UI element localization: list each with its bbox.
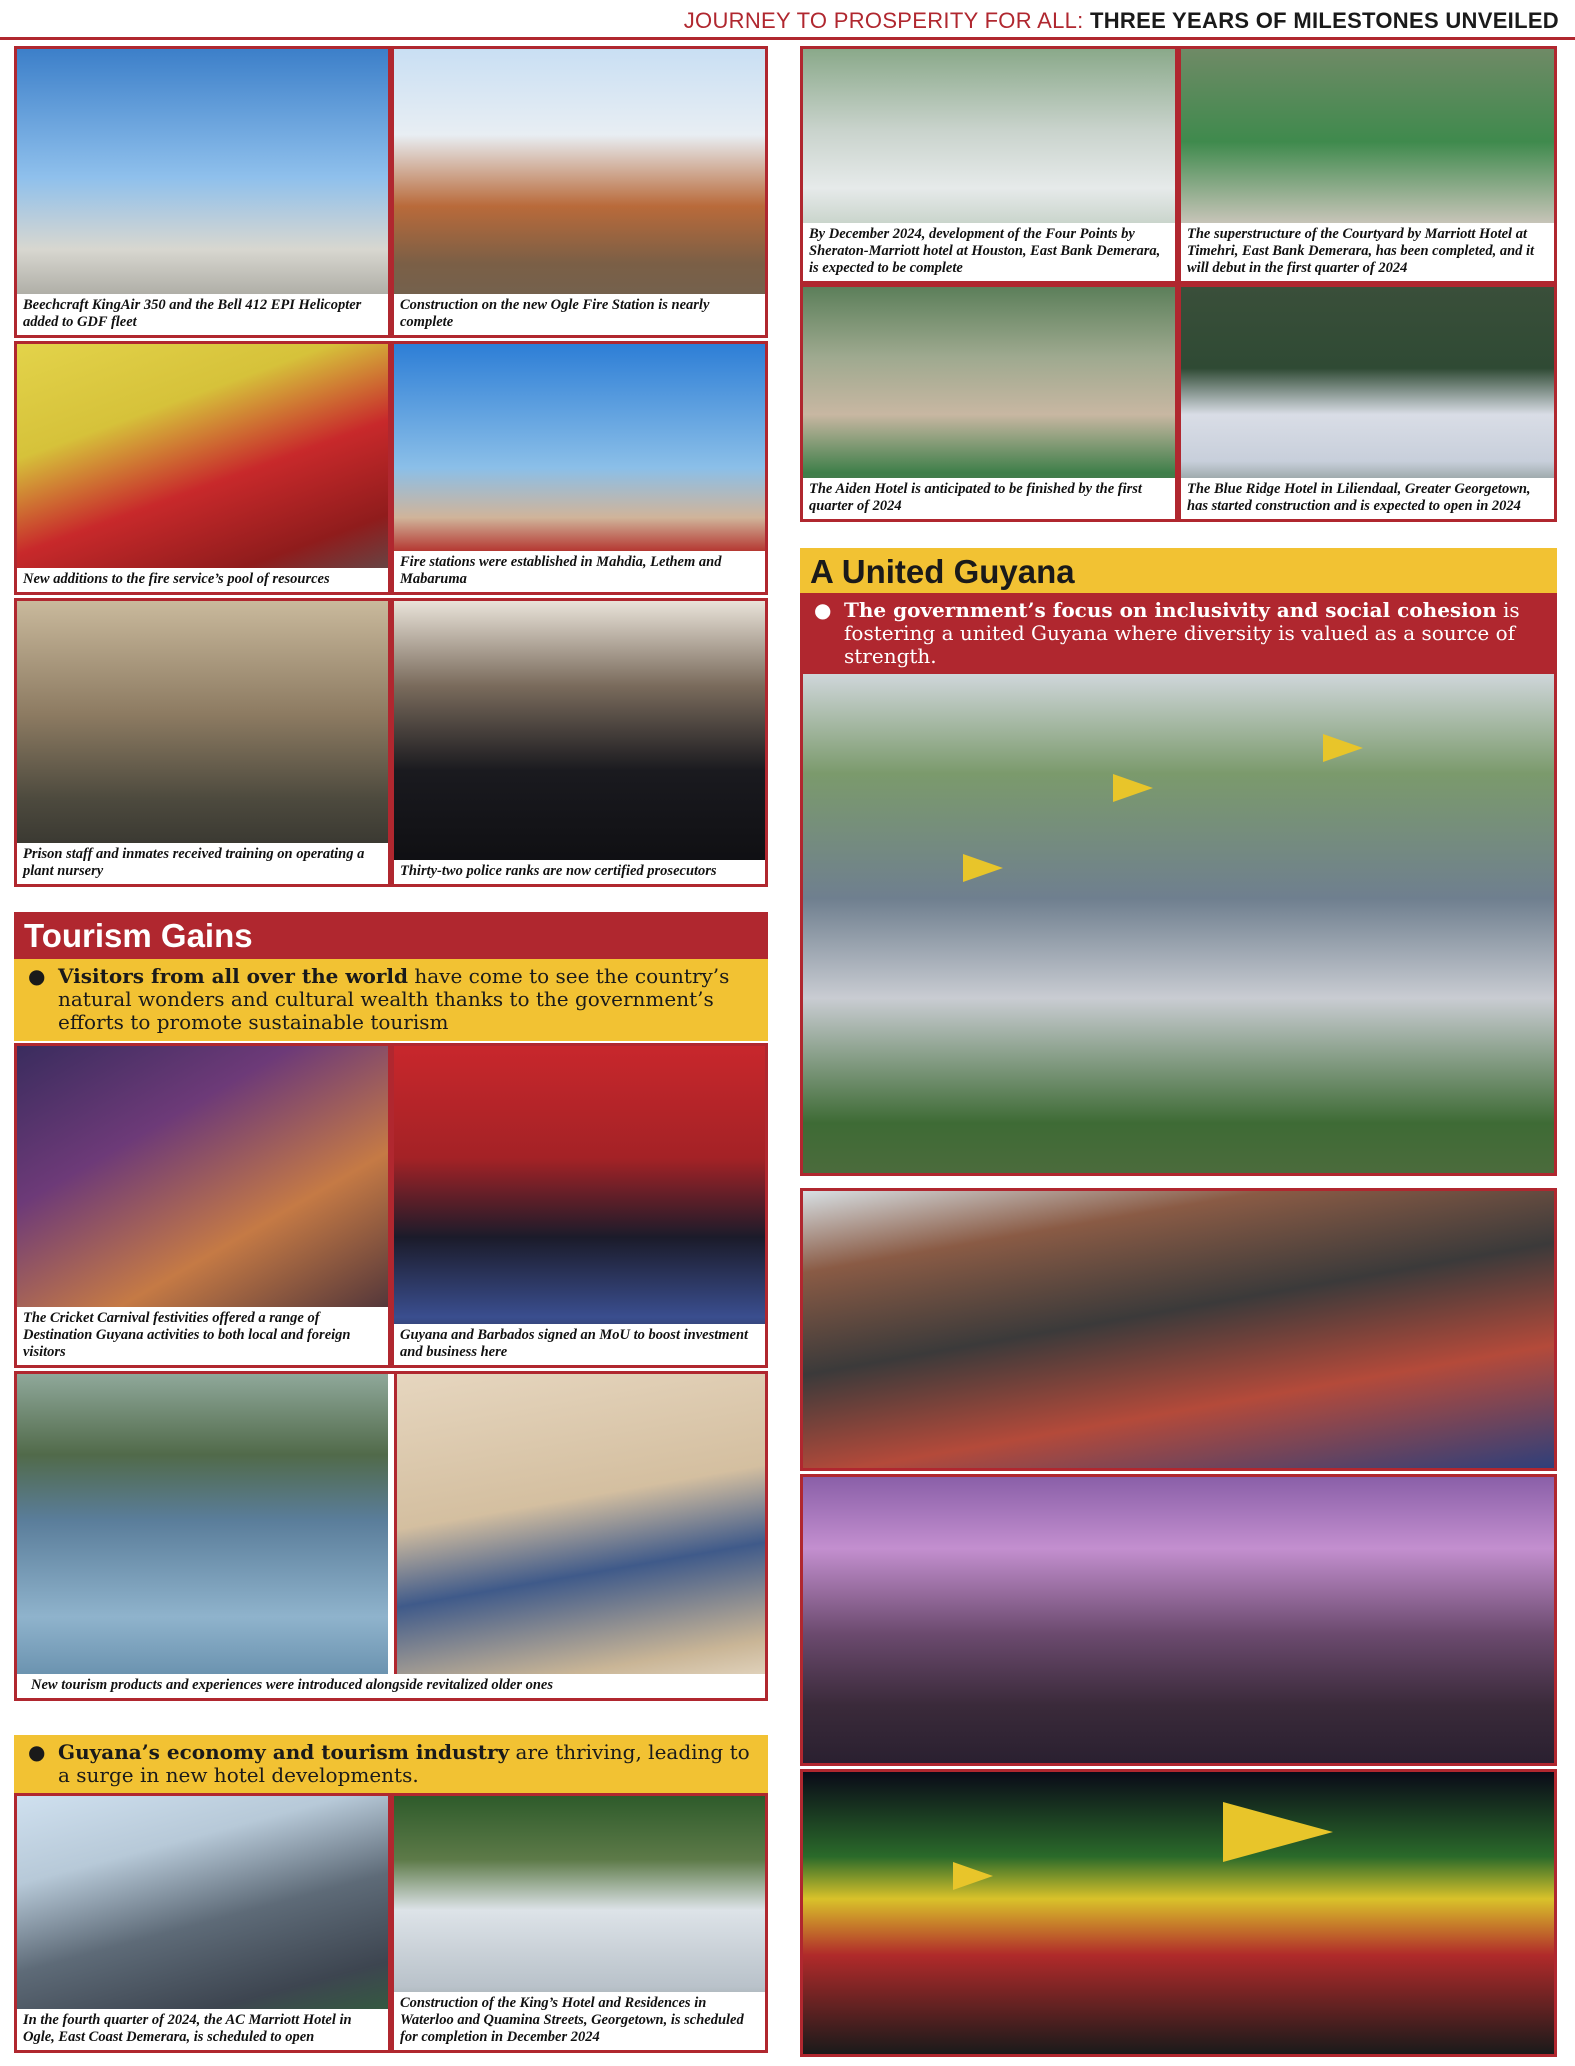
- header-prefix: JOURNEY TO PROSPERITY FOR ALL:: [683, 8, 1084, 33]
- guyana-flag-icon: [1323, 734, 1363, 762]
- blue-ridge-card: [1178, 284, 1557, 522]
- fire-truck-card: [14, 341, 391, 595]
- photo-caption: Beechcraft KingAir 350 and the Bell 412 EPI Helicopter added to GDF fleet: [17, 294, 388, 335]
- guyana-flag-icon: [953, 1862, 993, 1890]
- photo-caption: New tourism products and experiences were introduced alongside revitalized older ones: [17, 1674, 765, 1698]
- photo-caption: Thirty-two police ranks are now certified prosecutors: [394, 860, 765, 884]
- bullet-dot: ●: [28, 1740, 46, 1764]
- united-bullet-text: is fostering a united Guyana where diversity is valued as a source of strength.: [844, 598, 1520, 668]
- ogle-fire-station-photo: [394, 49, 765, 335]
- bullet-dot: ●: [28, 964, 46, 988]
- photo-caption: The Cricket Carnival festivities offered a range of Destination Guyana activities to both local and foreign visitors: [17, 1307, 388, 1365]
- tourism-section-title: Tourism Gains: [14, 912, 768, 959]
- plant-nursery-photo: [17, 601, 388, 884]
- photo-caption: Guyana and Barbados signed an MoU to boost investment and business here: [394, 1324, 765, 1365]
- president-crowd-photo: [803, 1191, 1554, 1468]
- photo-caption: Fire stations were established in Mahdia, Lethem and Mabaruma: [394, 551, 765, 592]
- schoolchildren-flags-photo: [803, 674, 1554, 1173]
- tourism-bullet-text: have come to see the country’s natural wonders and cultural wealth thanks to the government’s efforts to promote sustainable tourism: [58, 964, 730, 1034]
- photo-caption: Construction of the King’s Hotel and Residences in Waterloo and Quamina Streets, Georgetown, is scheduled for completion in December 2024: [394, 1992, 765, 2050]
- police-graduates-photo: [394, 601, 765, 884]
- phagwah-crowd-photo: [803, 1477, 1554, 1763]
- holi-card: [800, 1474, 1557, 1766]
- aircraft-photo: [17, 49, 388, 335]
- hotels-bullet-bold: Guyana’s economy and tourism industry: [58, 1740, 510, 1764]
- courtyard-card: [1178, 46, 1557, 284]
- aiden-card: [800, 284, 1178, 522]
- united-section-title: A United Guyana: [800, 548, 1557, 593]
- photo-caption: In the fourth quarter of 2024, the AC Marriott Hotel in Ogle, East Coast Demerara, is scheduled to open: [17, 2009, 388, 2050]
- tourism-products-card: [14, 1371, 768, 1701]
- nursery-card: [14, 598, 391, 887]
- guyana-flag-icon: [963, 854, 1003, 882]
- photo-caption: Construction on the new Ogle Fire Station is nearly complete: [394, 294, 765, 335]
- rodeo-horses-photo: [394, 1374, 765, 1698]
- aircraft-photo-card: [14, 46, 391, 338]
- flag-parade-card: [800, 1769, 1557, 2057]
- carnival-card: [14, 1043, 391, 1368]
- fire-truck-photo: [17, 344, 388, 592]
- four-points-card: [800, 46, 1178, 284]
- tourism-bullet-bold: Visitors from all over the world: [58, 964, 409, 988]
- header-title: THREE YEARS OF MILESTONES UNVEILED: [1089, 8, 1559, 33]
- page-header: [0, 0, 1575, 40]
- bullet-dot: ●: [814, 598, 832, 622]
- ogle-fire-station-card: [391, 46, 768, 338]
- guyana-flag-icon: [1223, 1802, 1333, 1862]
- flag-parade-photo: [803, 1772, 1554, 2054]
- crowd-card: [800, 1188, 1557, 1471]
- united-bullet-bold: The government’s focus on inclusivity and social cohesion: [844, 598, 1497, 622]
- hotels-bullet-text: are thriving, leading to a surge in new hotel developments.: [58, 1740, 750, 1787]
- photo-caption: The Blue Ridge Hotel in Liliendaal, Greater Georgetown, has started construction and is expected to open in 2024: [1181, 478, 1554, 519]
- schoolchildren-card: [800, 671, 1557, 1176]
- ac-marriott-card: [14, 1793, 391, 2053]
- mou-card: [391, 1043, 768, 1368]
- hotels-bullet: [14, 1735, 768, 1793]
- fire-station-card: [391, 341, 768, 595]
- mou-signing-photo: [394, 1046, 765, 1365]
- graduates-card: [391, 598, 768, 887]
- photo-caption: New additions to the fire service’s pool of resources: [17, 568, 388, 592]
- kings-hotel-card: [391, 1793, 768, 2053]
- kayaking-photo: [17, 1374, 388, 1698]
- guyana-flag-icon: [1113, 774, 1153, 802]
- photo-caption: The Aiden Hotel is anticipated to be finished by the first quarter of 2024: [803, 478, 1175, 519]
- photo-caption: The superstructure of the Courtyard by Marriott Hotel at Timehri, East Bank Demerara, has been completed, and it will debut in the first quarter of 2024: [1181, 223, 1554, 281]
- photo-caption: Prison staff and inmates received training on operating a plant nursery: [17, 843, 388, 884]
- united-bullet: [800, 593, 1557, 671]
- tourism-bullet: [14, 959, 768, 1041]
- photo-caption: By December 2024, development of the Four Points by Sheraton-Marriott hotel at Houston, East Bank Demerara, is expected to be complete: [803, 223, 1175, 281]
